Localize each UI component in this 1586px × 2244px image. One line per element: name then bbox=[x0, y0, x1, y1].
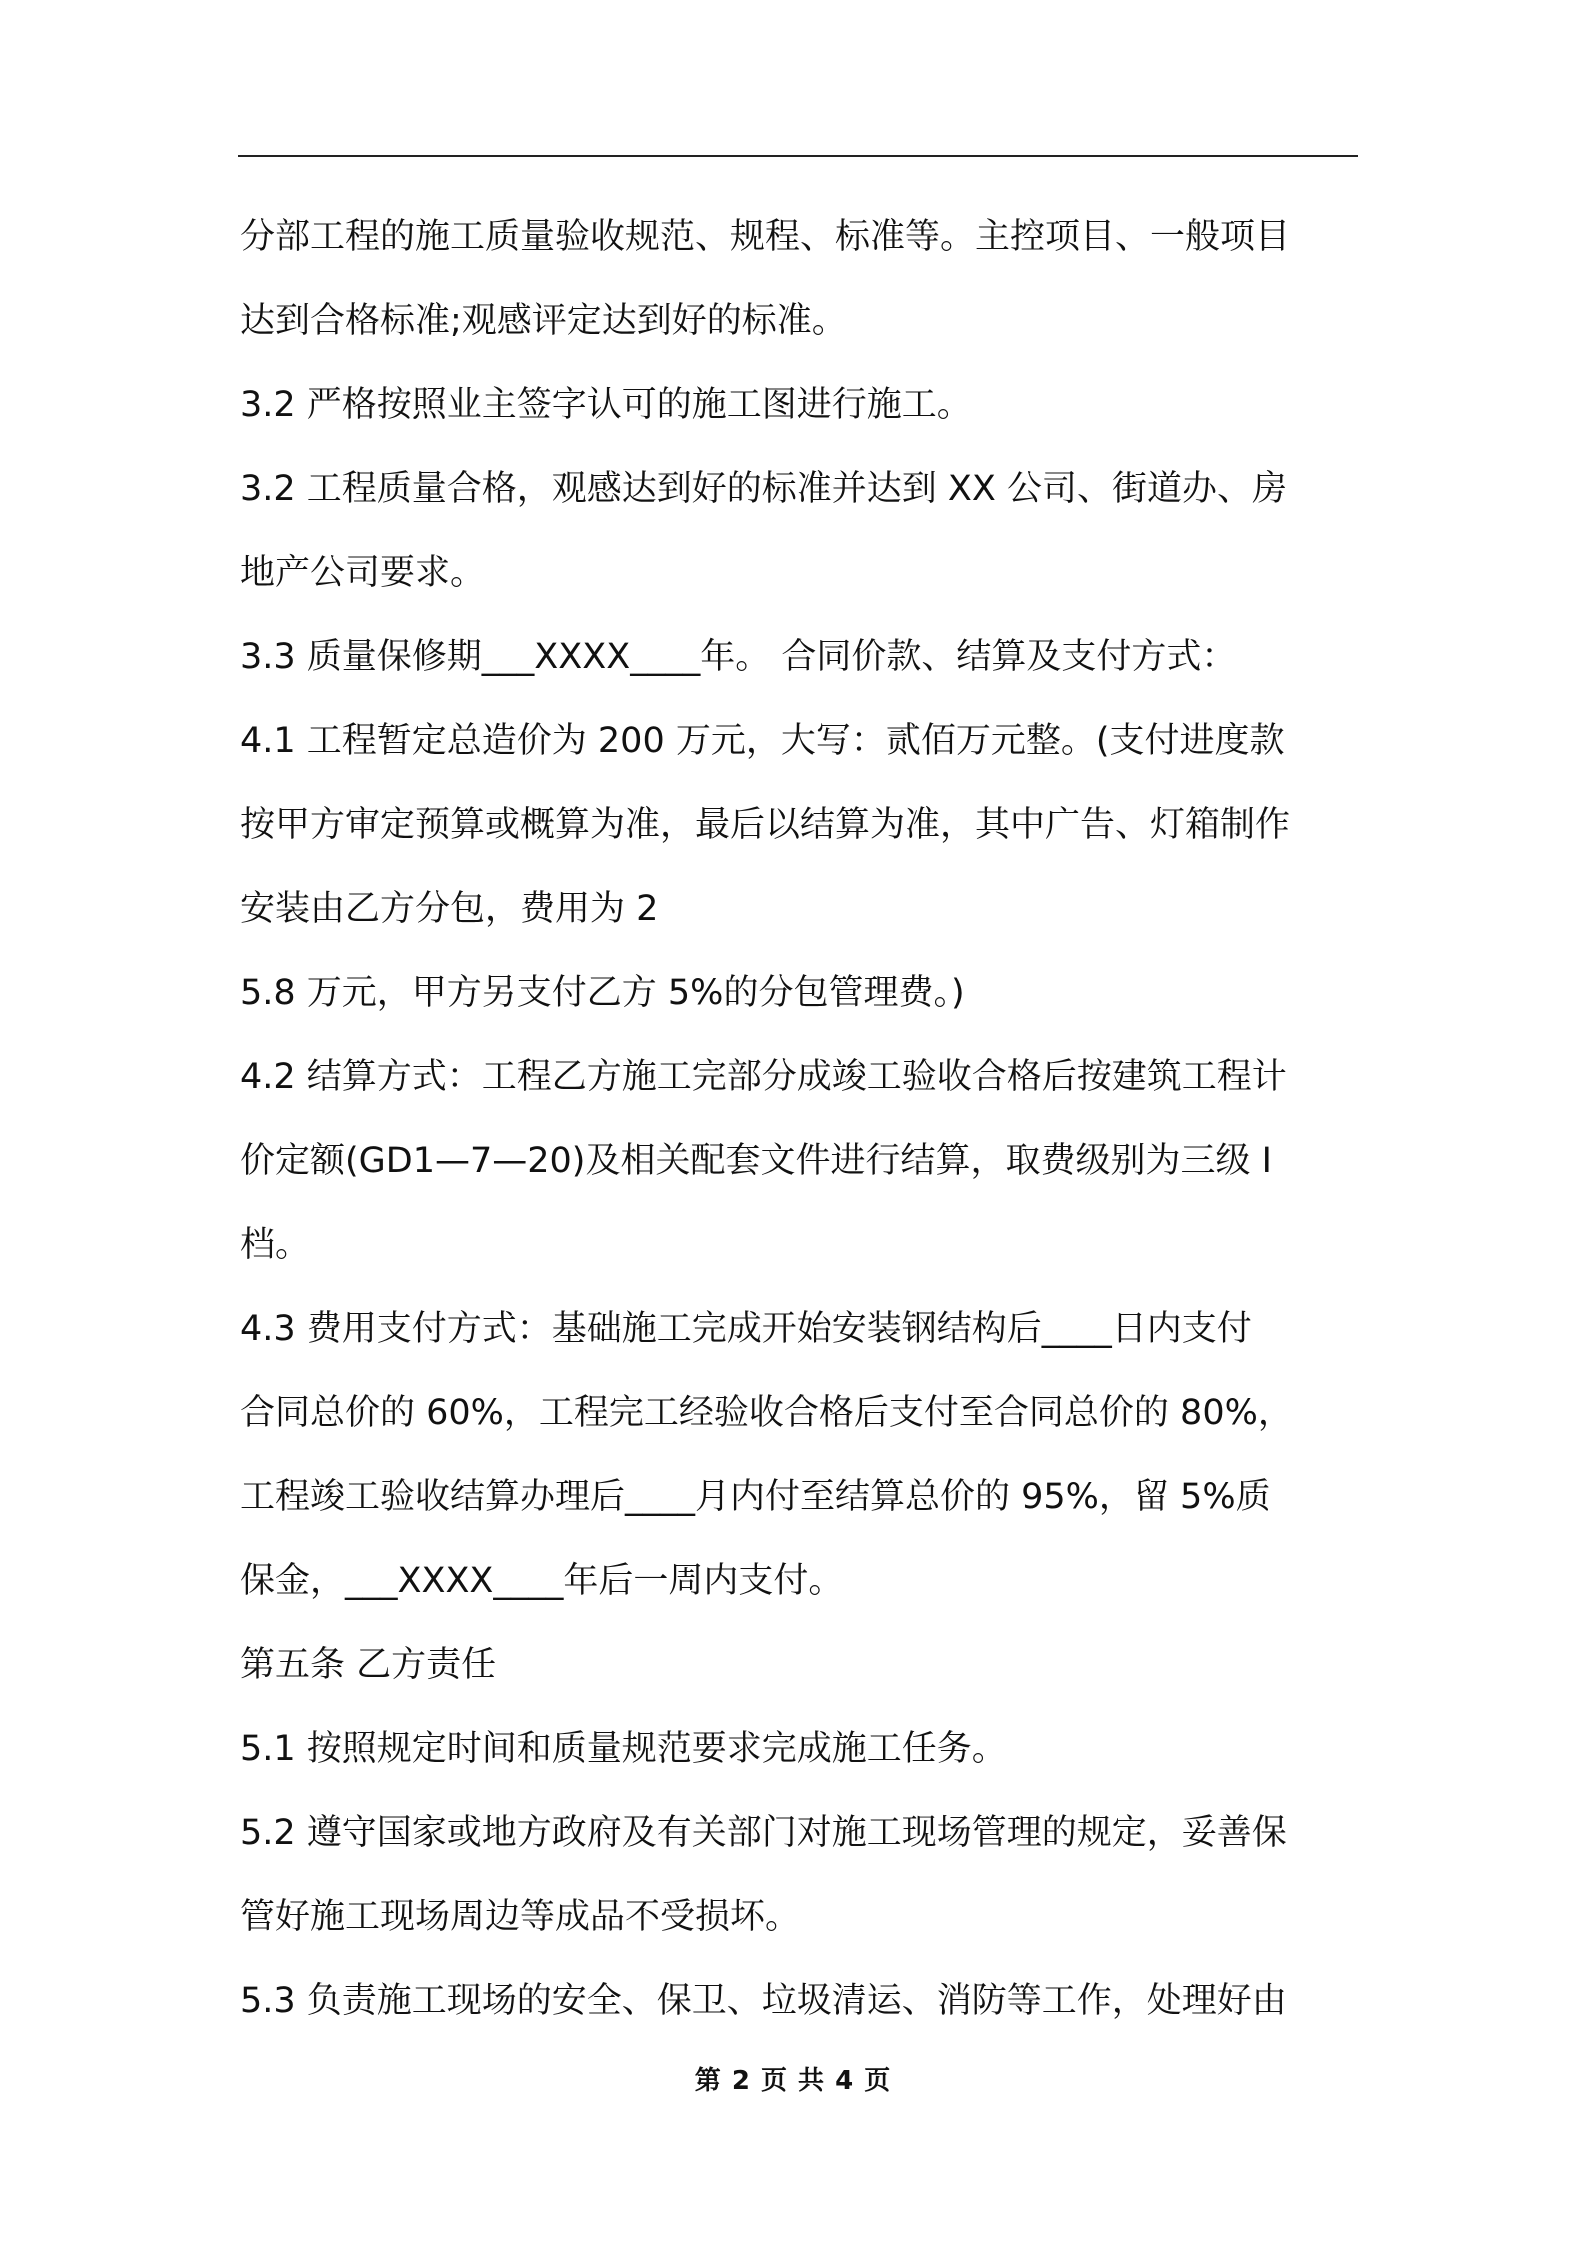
text-line: 5.2 遵守国家或地方政府及有关部门对施工现场管理的规定，妥善保 bbox=[240, 1813, 1287, 1853]
text-line: 达到合格标准;观感评定达到好的标准。 bbox=[240, 301, 847, 341]
text-line: 5.3 负责施工现场的安全、保卫、垃圾清运、消防等工作，处理好由 bbox=[240, 1981, 1287, 2021]
text-line: 4.2 结算方式：工程乙方施工完部分成竣工验收合格后按建筑工程计 bbox=[240, 1057, 1287, 1097]
text-line: 保金，___XXXX____年后一周内支付。 bbox=[240, 1561, 844, 1601]
text-line: 价定额(GD1—7—20)及相关配套文件进行结算，取费级别为三级 I bbox=[240, 1141, 1272, 1181]
text-line: 安装由乙方分包，费用为 2 bbox=[240, 889, 659, 929]
text-line: 4.3 费用支付方式：基础施工完成开始安装钢结构后____日内支付 bbox=[240, 1309, 1252, 1349]
text-line: 5.1 按照规定时间和质量规范要求完成施工任务。 bbox=[240, 1729, 1007, 1769]
text-line: 合同总价的 60%，工程完工经验收合格后支付至合同总价的 80%， bbox=[240, 1393, 1293, 1433]
text-line: 3.3 质量保修期___XXXX____年。 合同价款、结算及支付方式： bbox=[240, 637, 1237, 677]
text-line: 5.8 万元，甲方另支付乙方 5%的分包管理费。) bbox=[240, 973, 965, 1013]
section-heading: 第五条 乙方责任 bbox=[240, 1645, 497, 1685]
text-line: 档。 bbox=[240, 1225, 311, 1265]
text-line: 3.2 工程质量合格，观感达到好的标准并达到 XX 公司、街道办、房 bbox=[240, 469, 1287, 509]
text-line: 按甲方审定预算或概算为准，最后以结算为准，其中广告、灯箱制作 bbox=[240, 805, 1291, 845]
text-line: 地产公司要求。 bbox=[240, 553, 486, 593]
text-line: 分部工程的施工质量验收规范、规程、标准等。主控项目、一般项目 bbox=[240, 217, 1291, 257]
page-number-footer: 第 2 页 共 4 页 bbox=[694, 2066, 892, 2096]
text-line: 管好施工现场周边等成品不受损坏。 bbox=[240, 1897, 801, 1937]
text-line: 4.1 工程暂定总造价为 200 万元，大写：贰佰万元整。(支付进度款 bbox=[240, 721, 1285, 761]
text-line: 3.2 严格按照业主签字认可的施工图进行施工。 bbox=[240, 385, 972, 425]
text-line: 工程竣工验收结算办理后____月内付至结算总价的 95%，留 5%质 bbox=[240, 1477, 1271, 1517]
document-body bbox=[240, 195, 1358, 2043]
header-rule bbox=[238, 155, 1358, 157]
